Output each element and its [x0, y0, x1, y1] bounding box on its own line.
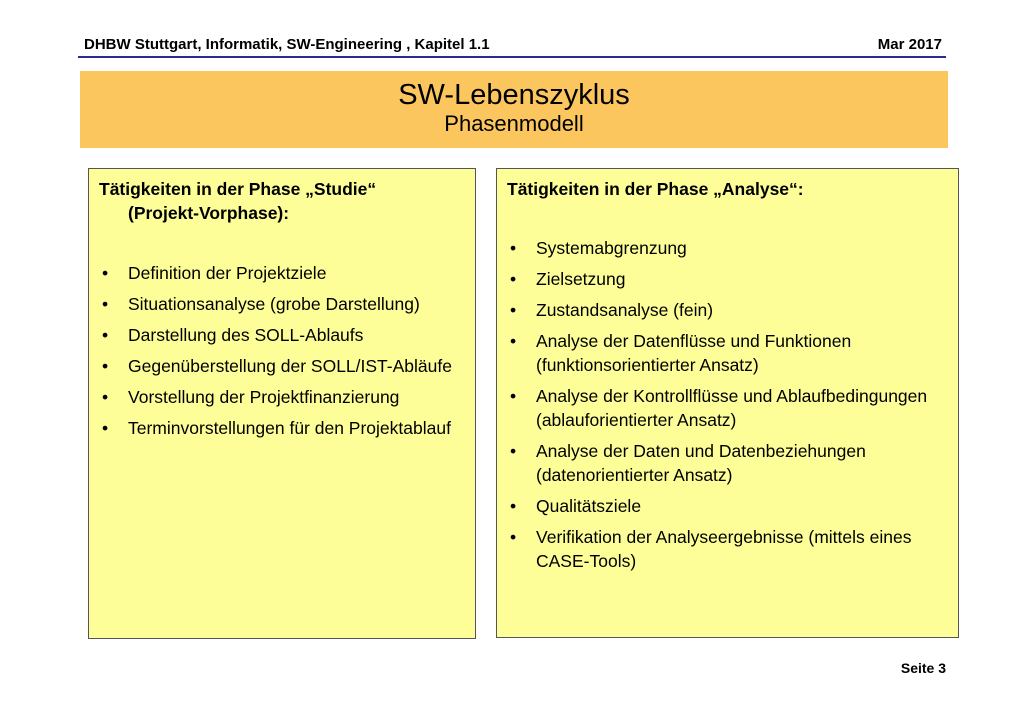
panel-analyse [496, 168, 959, 638]
bullet-icon: • [102, 325, 109, 345]
list-item: • Darstellung des SOLL-Ablaufs [102, 325, 364, 345]
slide-title: SW-Lebenszyklus [398, 79, 630, 111]
bullet-icon: • [510, 441, 517, 461]
bullet-icon: • [102, 356, 109, 376]
list-item: • Vorstellung der Projektfinanzierung [102, 387, 400, 407]
panel-studie-title-line1: Tätigkeiten in der Phase „Studie“ [99, 179, 377, 199]
list-item: • Verifikation der Analyseergebnisse (mittels eines CASE-Tools) [510, 527, 912, 571]
bullet-icon: • [102, 294, 109, 314]
bullet-icon: • [102, 418, 109, 438]
bullet-icon: • [510, 269, 517, 289]
bullet-icon: • [510, 527, 517, 547]
bullet-icon: • [510, 238, 517, 258]
header-date: Mar 2017 [877, 36, 942, 53]
page-number: Seite 3 [900, 660, 946, 676]
bullet-icon: • [510, 386, 517, 406]
bullet-icon: • [102, 387, 109, 407]
list-item: • Zielsetzung [510, 269, 626, 289]
list-item: • Zustandsanalyse (fein) [510, 300, 714, 320]
title-box [80, 71, 948, 148]
list-item: • Analyse der Kontrollflüsse und Ablaufbedingungen (ablauforientierter Ansatz) [510, 386, 928, 430]
list-item: • Qualitätsziele [510, 496, 642, 516]
header-course: DHBW Stuttgart, Informatik, SW-Engineering , Kapitel 1.1 [84, 36, 490, 53]
list-item: • Terminvorstellungen für den Projektablauf [102, 418, 451, 438]
panel-studie [88, 168, 476, 639]
bullet-icon: • [510, 300, 517, 320]
bullet-icon: • [510, 496, 517, 516]
list-item: • Definition der Projektziele [102, 263, 327, 283]
panel-analyse-title: Tätigkeiten in der Phase „Analyse“: [507, 179, 804, 199]
bullet-icon: • [510, 331, 517, 351]
list-item: • Analyse der Daten und Datenbeziehungen (datenorientierter Ansatz) [510, 441, 866, 485]
panel-studie-title-line2: (Projekt-Vorphase): [128, 203, 290, 223]
list-item: • Situationsanalyse (grobe Darstellung) [102, 294, 420, 314]
bullet-icon: • [102, 263, 109, 283]
studie-list [99, 261, 459, 447]
list-item: • Systemabgrenzung [510, 238, 687, 258]
slide-subtitle: Phasenmodell [444, 111, 584, 136]
analyse-list [507, 236, 947, 580]
list-item: • Gegenüberstellung der SOLL/IST-Abläufe [102, 356, 452, 376]
list-item: • Analyse der Datenflüsse und Funktionen (funktionsorientierter Ansatz) [510, 331, 852, 375]
panel-studie-title [99, 177, 376, 225]
slide-header [78, 34, 946, 58]
